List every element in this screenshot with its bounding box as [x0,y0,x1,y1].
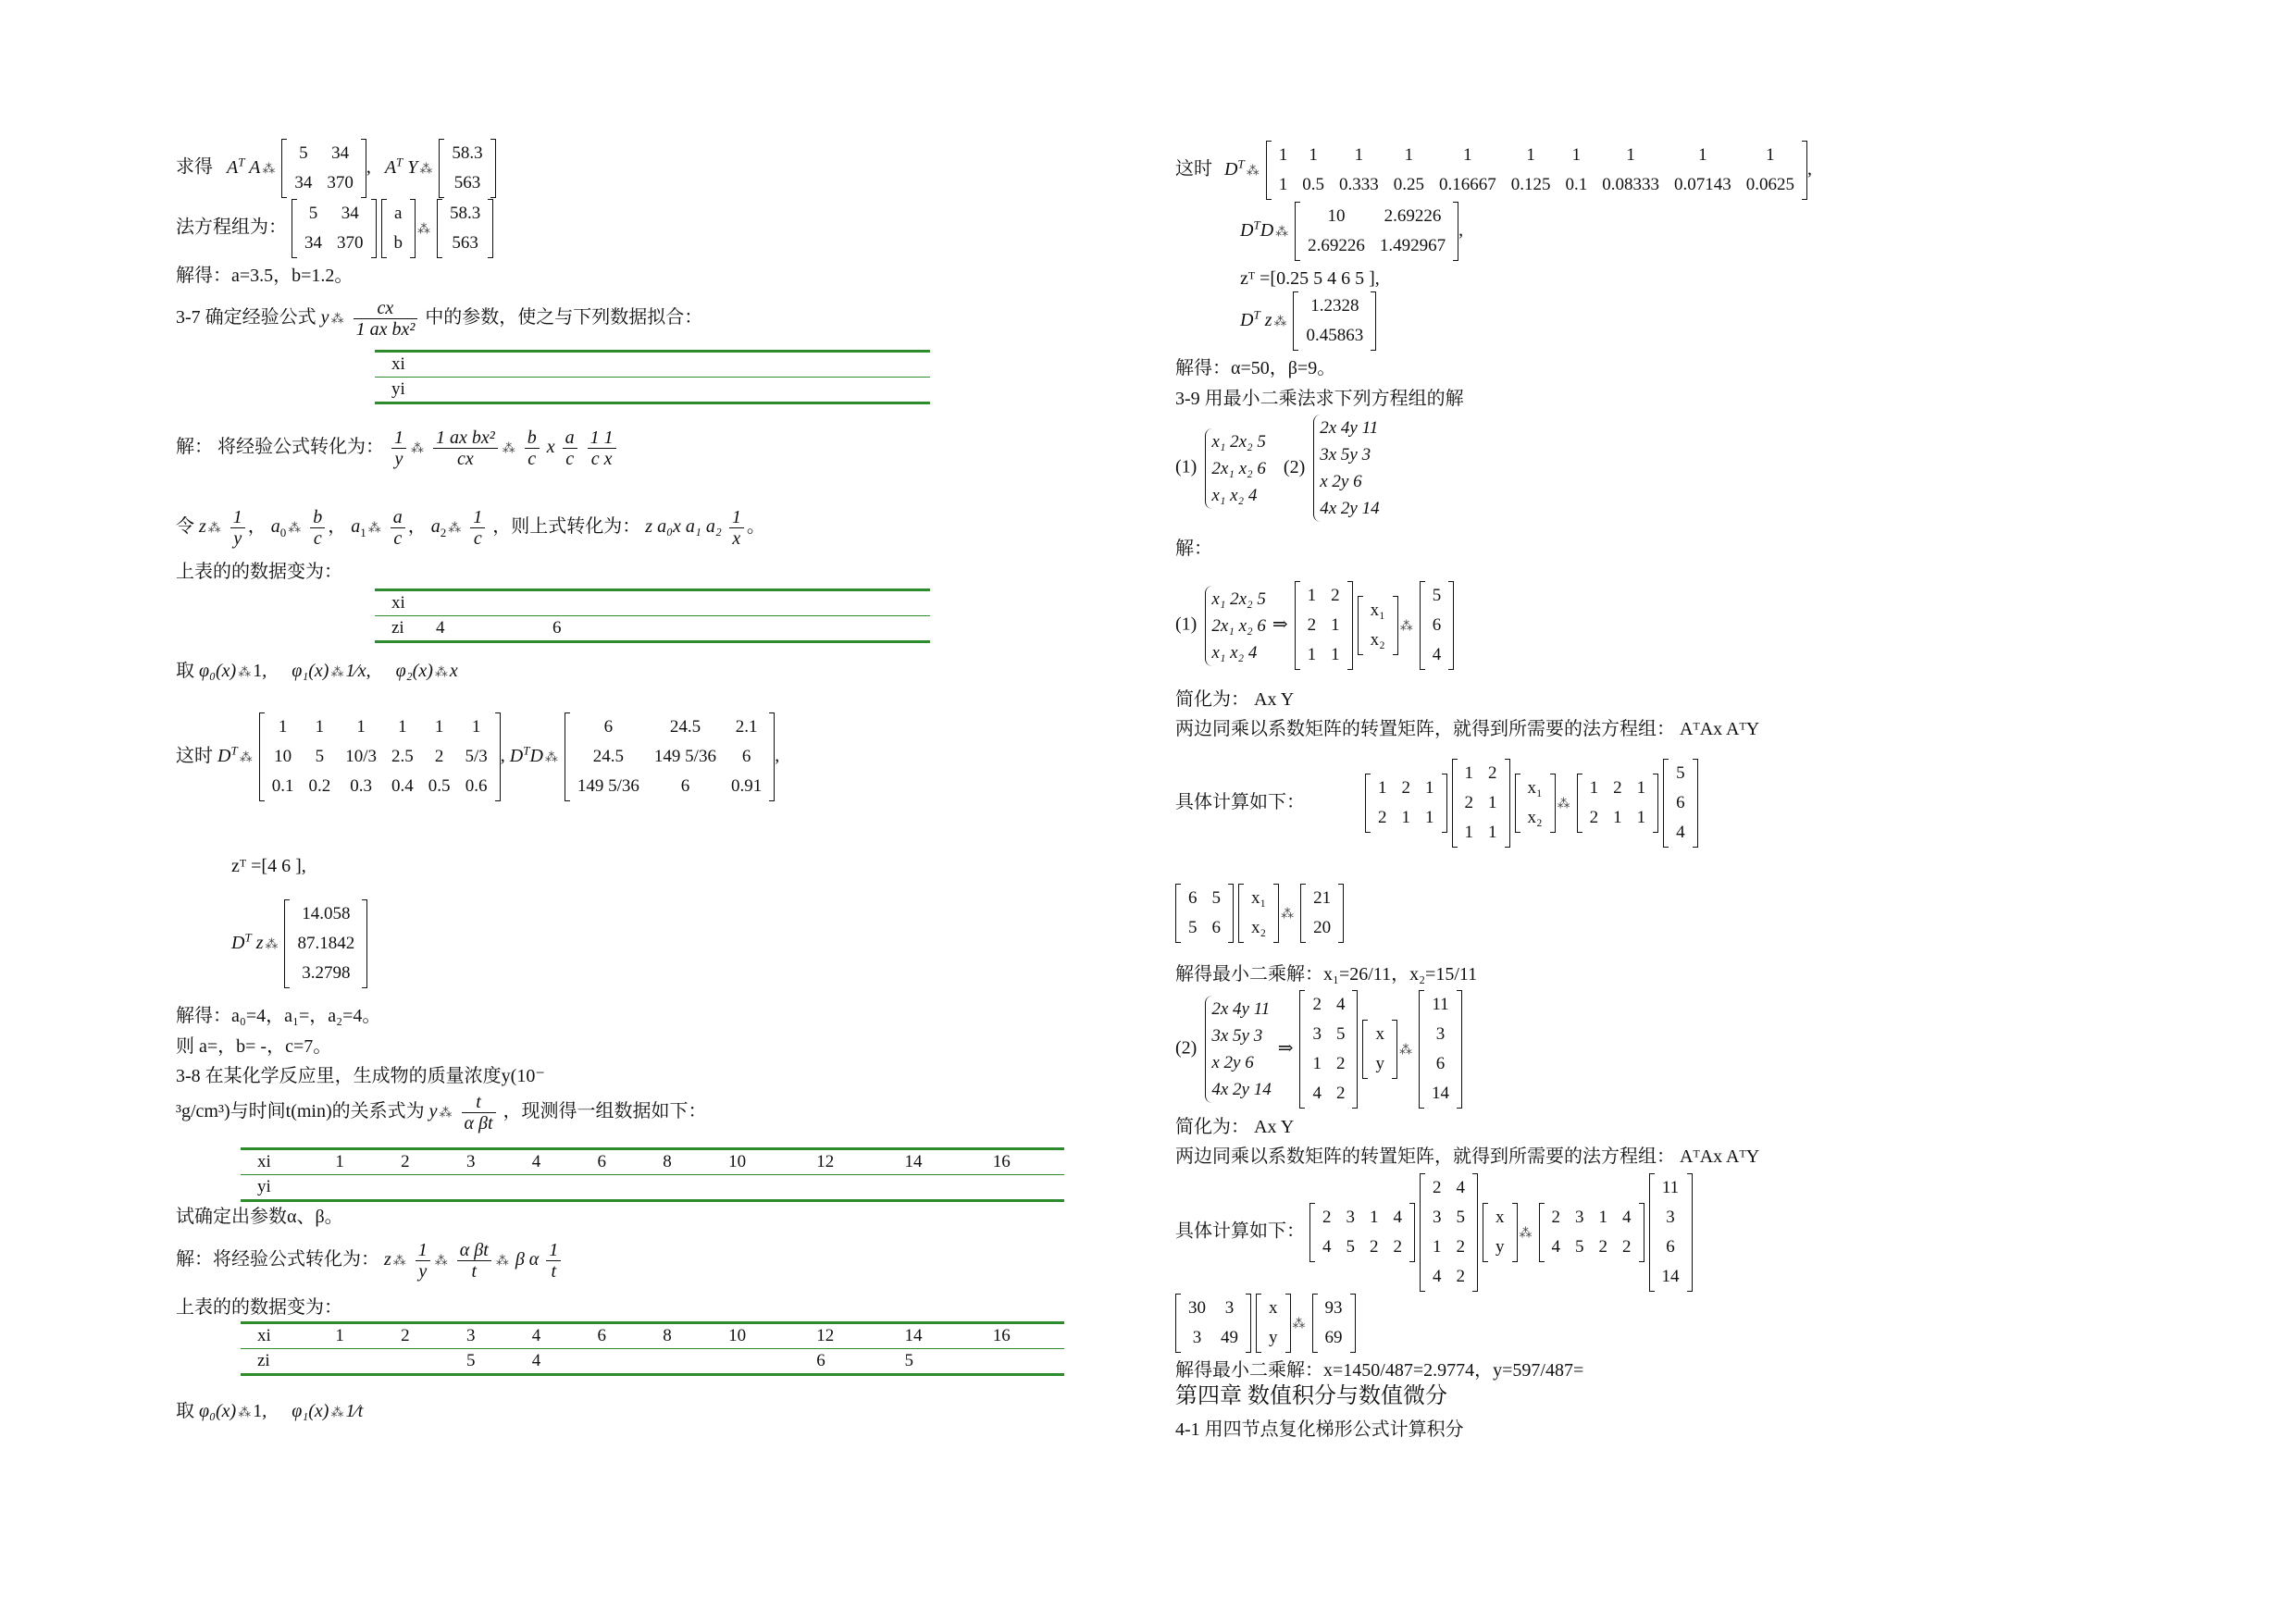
table-row: yi [241,1175,1064,1201]
matrix-form-1: (1) x₁ 2x₂ 5 2x₁ x₂ 6 x₁ x₂ 4 ⇒ 1 2 2 1 1 1 x₁ x₂ ⁂ 5 6 4 [1175,581,1454,670]
matrix [1577,774,1659,833]
matrix-cell: 24.5 [592,747,625,766]
matrix-cell: 58.3 [450,204,481,223]
matrix-cell: 4 [1551,1237,1560,1257]
matrix-cell: 370 [327,173,354,192]
matrix-cell: x₂ [1370,630,1385,650]
matrix-cell: 6 [1188,888,1198,908]
matrix-cell: 4 [1335,995,1346,1014]
matrix [292,199,377,258]
matrix-cell: 0.91 [730,776,763,796]
matrix-cell: x₂ [1527,808,1543,827]
matrix [1175,884,1234,943]
matrix-cell: 1 [315,717,325,737]
matrix-cell: 1 [1307,645,1317,664]
matrix-cell: 563 [453,173,481,192]
text-line: 则 a=，b= -，c=7。 [176,1036,332,1057]
data-table-3-8-transformed [241,1321,1064,1376]
matrix-cell: x₁ [1527,778,1543,798]
table-cell: xi [375,352,930,378]
problem-3-8: 3-8 在某化学反应里，生成物的质量浓度y(10⁻ [176,1066,545,1086]
matrix-cell: 6 [680,776,690,796]
matrix-cell: 0.5 [1302,175,1324,194]
text-line: 解得：α=50，β=9。 [1175,358,1336,378]
matrix-cell: 87.1842 [297,934,355,953]
matrix-line: 这时 $D^T⁂$ 1 1 1 1 1 1 1 1 1 1 1 0.5 0.333 0.25 0.16667 0.125 0.1 0.08333 0.07143 0.0625 , [1175,141,1812,200]
matrix-cell: 1 [1613,808,1622,827]
matrix-cell: x [1269,1298,1278,1318]
matrix-cell: 14.058 [302,904,351,923]
basis-line: 取 φ₀(x) ⁂ 1, φ₁(x) ⁂ 1⁄x, φ₂(x) ⁂ x [176,661,458,681]
matrix-cell: 1 [1278,175,1288,194]
matrix-cell: 563 [452,233,478,253]
matrix-cell: 1 [471,717,481,737]
matrix [1256,1294,1291,1353]
matrix-cell: 2.69226 [1384,206,1442,226]
text-line: 解得最小二乘解：x=1450/487=2.9774，y=597/487= [1175,1360,1584,1381]
data-table-3-8 [241,1147,1064,1202]
matrix-cell: 1 [1404,145,1414,165]
matrix-cell: 58.3 [452,143,483,163]
matrix-cell: 1 [1331,615,1340,635]
text-line: 简化为： Ax Y [1175,1117,1295,1137]
table-cell: xi [375,590,419,616]
text-line: zᵀ =[0.25 5 4 6 5 ], [1240,268,1380,289]
matrix-cell: 5 [1188,918,1198,937]
text-line: 解得：a₀=4，a₁=，a₂=4。 [176,1006,381,1026]
matrix-cell: 1 [1598,1208,1607,1227]
equation-system: 2x 4y 11 3x 5y 3 x 2y 6 4x 2y 14 [1313,415,1379,522]
data-table-3-7 [375,350,930,404]
matrix-cell: 1 [1433,1237,1442,1257]
matrix-cell: 0.5 [428,776,451,796]
matrix-cell: 3 [1575,1208,1584,1227]
matrix-cell: 6 [1432,615,1442,635]
matrix-cell: 2 [1456,1267,1465,1286]
matrix-cell: 1 [1526,145,1535,165]
matrix-cell: 5 [1432,586,1442,605]
problem-3-9: 3-9 用最小二乘法求下列方程组的解 [1175,389,1464,409]
matrix-cell: 2 [1551,1208,1560,1227]
matrix [439,139,495,198]
matrix-cell: x [1496,1208,1505,1227]
matrix [1483,1203,1518,1262]
matrix-cell: 0.08333 [1602,175,1659,194]
matrix [1649,1173,1693,1292]
matrix-cell: 2 [1370,1237,1379,1257]
matrix-cell: 1 [1464,763,1473,783]
matrix-cell: 2 [1335,1084,1346,1103]
matrix-cell: 14 [1661,1267,1680,1286]
matrix-cell: 1 [1463,145,1472,165]
table-cell: yi [375,378,930,403]
matrix-cell: 2.1 [735,717,758,737]
matrix [1295,581,1353,670]
matrix-cell: 6 [1676,793,1685,812]
transform-line: 解：将经验公式转化为： z ⁂ $\frac{1}{y}$ ⁂ $\frac{\text{α βt}}{t}$ ⁂ β α $\frac{1}{t}$ [176,1240,564,1282]
matrix-cell: 24.5 [669,717,701,737]
matrix [281,139,366,198]
matrix [1452,759,1510,848]
matrix-cell: 1 [1309,145,1318,165]
matrix-cell: 3 [1433,1208,1442,1227]
text: 中的参数，使之与下列数据拟合： [425,307,703,328]
normal-equation-line: 30 3 3 49 x y ⁂ 93 69 [1175,1294,1356,1353]
matrix-cell: 2 [1401,778,1410,798]
equation-systems: (1) x₁ 2x₂ 5 2x₁ x₂ 6 x₁ x₂ 4 (2) 2x 4y 11 3x 5y 3 x 2y 6 4x 2y 14 [1175,415,1380,522]
matrix-cell: 1 [1571,145,1582,165]
normal-equation-line: 法方程组为： 5 34 34 370 a b ⁂ 58.3 563 [176,199,493,258]
matrix [1309,1203,1415,1262]
matrix-cell: 2 [1456,1237,1465,1257]
matrix-cell: 2.69226 [1308,236,1365,255]
text: 解： 将经验公式转化为： [176,437,384,458]
matrix [259,712,501,801]
matrix-cell: 11 [1661,1178,1680,1197]
matrix-cell: 4 [1456,1178,1465,1197]
matrix-cell: 0.07143 [1673,175,1731,194]
matrix-cell: 14 [1431,1084,1449,1103]
matrix-cell: 1.492967 [1379,236,1446,255]
matrix-cell: 21 [1313,888,1332,908]
matrix-cell: 20 [1313,918,1332,937]
matrix-cell: 2 [1322,1208,1332,1227]
matrix-cell: a [394,204,403,223]
matrix [1293,291,1376,351]
matrix-cell: 34 [304,233,322,253]
matrix-cell: 1 [1354,145,1364,165]
matrix-cell: 2 [1613,778,1622,798]
matrix-cell: 0.333 [1338,175,1379,194]
matrix-cell: 1 [1464,823,1473,842]
matrix-cell: 4 [1312,1084,1322,1103]
matrix-cell: 1 [1698,145,1707,165]
matrix-cell: 10 [274,747,292,766]
matrix-cell: 4 [1433,1267,1442,1286]
result-line: 求得 $A^T$ A ⁂ 5 34 34 370 , $A^T$ Y ⁂ 58.3 563 [176,139,496,198]
matrix-cell: 0.3 [350,776,372,796]
matrix-cell: 2.5 [391,747,414,766]
matrix-cell: 149 5/36 [577,776,639,796]
problem-3-7: 3-7 确定经验公式 y ⁂ $\frac{cx}{\text{1 ax bx²}}$ 中的参数，使之与下列数据拟合： [176,298,703,340]
matrix-cell: x₁ [1370,601,1385,620]
matrix-cell: 1 [1488,793,1497,812]
normal-equation-line: 6 5 5 6 x₁ x₂ ⁂ 21 20 [1175,884,1344,943]
matrix-cell: 69 [1324,1328,1343,1347]
matrix-cell: 2 [1393,1237,1402,1257]
matrix-cell: 6 [741,747,751,766]
matrix-cell: 5 [315,747,325,766]
matrix-cell: 0.125 [1510,175,1551,194]
matrix [284,899,367,988]
matrix-cell: 1 [1401,808,1410,827]
text-line: 试确定出参数α、β。 [176,1207,343,1227]
text: 3-7 确定经验公式 [176,307,316,328]
text: 求得 [176,156,213,178]
matrix-cell: 6 [1211,918,1221,937]
matrix [1358,596,1398,655]
matrix-cell: 2 [1464,793,1473,812]
solution-line: 解得：a=3.5，b=1.2。 [176,266,354,286]
matrix [1419,990,1462,1109]
matrix-cell: 5 [1335,1024,1346,1044]
matrix-cell: 1 [1312,1054,1322,1073]
matrix [1295,202,1458,261]
matrix [1539,1203,1644,1262]
matrix-cell: 6 [603,717,614,737]
matrix-cell: 5 [299,143,308,163]
matrix [1238,884,1279,943]
matrix-cell: 2 [1335,1054,1346,1073]
table-row: xi 1 2 3 4 6 8 10 12 14 16 [241,1149,1064,1175]
matrix-cell: 30 [1188,1298,1206,1318]
matrix-line: $D^TD$ ⁂ 10 2.69226 2.69226 1.492967 , [1240,202,1463,261]
text-line: 两边同乘以系数矩阵的转置矩阵，就得到所需要的法方程组： AᵀAx AᵀY [1175,719,1760,739]
text-line: 解得最小二乘解：x₁=26/11，x₂=15/11 [1175,964,1478,985]
equation-system: x₁ 2x₂ 5 2x₁ x₂ 6 x₁ x₂ 4 [1205,428,1266,509]
matrix-cell: 2 [434,747,444,766]
matrix-cell: 149 5/36 [653,747,716,766]
matrix-cell: 1 [356,717,366,737]
matrix [1420,581,1455,670]
table-row: zi 5 4 6 5 [241,1349,1064,1375]
matrix-cell: 2 [1433,1178,1442,1197]
matrix-cell: 5 [1211,888,1221,908]
matrix-cell: 1 [1626,145,1635,165]
matrix-cell: 3 [1192,1328,1202,1347]
matrix-cell: 2 [1488,763,1497,783]
matrix-cell: 1 [1589,778,1599,798]
matrix [1365,774,1447,833]
matrix-cell: 34 [294,173,313,192]
matrix-cell: 5/3 [465,747,488,766]
matrix-cell: x₁ [1251,888,1267,908]
matrix [1663,759,1698,848]
matrix-cell: 370 [337,233,364,253]
matrix-cell: 2 [1331,586,1340,605]
matrix-cell: 1 [1636,778,1646,798]
data-table-transformed [375,588,930,643]
left-column [176,0,1101,1623]
problem-3-8-formula: ³g/cm³)与时间t(min)的关系式为 y ⁂ $\frac{t}{\text{α βt}}$ ，现测得一组数据如下： [176,1092,707,1134]
table-cell [501,616,536,642]
matrix-cell: 0.25 [1393,175,1424,194]
matrix-cell: 34 [331,143,350,163]
matrix-cell: 1 [1425,778,1434,798]
matrix-cell: 4 [1676,823,1685,842]
calculation-line: 具体计算如下： 1 2 1 2 1 1 1 2 2 1 1 1 x₁ x₂ ⁂ 1 2 1 2 1 1 5 6 4 [1175,759,1698,848]
matrix-cell: 1 [1378,778,1387,798]
matrix [1312,1294,1356,1353]
matrix-cell: 4 [1322,1237,1332,1257]
matrix-cell: 5 [1575,1237,1584,1257]
matrix-cell: y [1375,1054,1384,1073]
matrix-cell: 1 [434,717,444,737]
matrix [1175,1294,1251,1353]
text: 法方程组为： [176,217,287,238]
matrix [437,199,493,258]
matrix-cell: 1 [1370,1208,1379,1227]
matrix-cell: 1 [1425,808,1434,827]
matrix-cell: 2 [1307,615,1317,635]
table-cell: 4 [419,616,501,642]
table-cell: zi [375,616,419,642]
text-line: 解： [1175,539,1212,559]
matrix-cell: 4 [1393,1208,1402,1227]
matrix-cell: 5 [1676,763,1685,783]
matrix-cell: y [1496,1237,1505,1257]
matrix-cell: 5 [1456,1208,1465,1227]
matrix [565,712,775,801]
matrix-cell: b [393,233,403,253]
fraction: $\frac{cx}{\text{1 ax bx²}}$ [354,298,418,340]
basis-line: 取 φ₀(x) ⁂ 1, φ₁(x) ⁂ 1⁄t [176,1401,364,1421]
matrix-cell: 1.2328 [1310,296,1359,316]
matrix-cell: 1 [1331,645,1340,664]
matrix-cell: 4 [1622,1208,1632,1227]
right-column [1175,0,2193,1623]
matrix-cell: 3 [1224,1298,1235,1318]
matrix-cell: 2 [1622,1237,1632,1257]
matrix-cell: 5 [308,204,318,223]
matrix-form-2: (2) 2x 4y 11 3x 5y 3 x 2y 6 4x 2y 14 ⇒ 2 4 3 5 1 2 4 2 x y ⁂ 11 3 6 14 [1175,990,1462,1109]
matrix [1300,884,1344,943]
table-row: xi 1 2 3 4 6 8 10 12 14 16 [241,1323,1064,1349]
matrix-cell: 0.0625 [1745,175,1794,194]
matrix [1362,1020,1397,1079]
matrix-cell: 2 [1598,1237,1607,1257]
matrix [1515,774,1556,833]
matrix-cell: 34 [341,204,359,223]
matrix-cell: 3 [1312,1024,1322,1044]
matrix-cell: 1 [1636,808,1646,827]
matrix-cell: 10/3 [345,747,377,766]
matrix [1420,1173,1478,1292]
text-line: zᵀ =[4 6 ], [231,856,306,876]
matrix-line: 这时 $D^T⁂$ 1 1 1 1 1 1 10 5 10/3 2.5 2 5/3 0.1 0.2 0.3 0.4 0.5 0.6 , $D^TD$ ⁂ 6 24.5 2.1 24.5 149 5/36 6 149 5/36 6 0.91 , [176,712,779,861]
matrix-cell: 6 [1666,1237,1675,1257]
calculation-line: 具体计算如下： 2 3 1 4 4 5 2 2 2 4 3 5 1 2 4 2 x y ⁂ 2 3 1 4 4 5 2 2 11 3 6 14 [1175,1173,1693,1292]
matrix-cell: 0.2 [308,776,331,796]
matrix-cell: 93 [1324,1298,1343,1318]
matrix-cell: 3 [1666,1208,1675,1227]
matrix-cell: y [1269,1328,1278,1347]
matrix-cell: 10 [1327,206,1346,226]
matrix-cell: 0.45863 [1306,326,1364,345]
matrix-cell: 2 [1312,995,1322,1014]
chapter-heading: 第四章 数值积分与数值微分 [1175,1384,1447,1408]
matrix-line: $D^T$ z ⁂ 1.2328 0.45863 [1240,291,1376,351]
matrix-cell: 3.2798 [302,963,351,983]
matrix-cell: x₂ [1251,918,1267,937]
matrix [1299,990,1358,1109]
matrix [1266,141,1807,200]
matrix-cell: 1 [278,717,288,737]
matrix-cell: 2 [1589,808,1599,827]
substitution-line: 令 z ⁂ $\frac{1}{y}$ ， $a_0$ ⁂ $\frac{b}{c}$ ， $a_1$ ⁂ $\frac{a}{c}$ ， $a_2$ ⁂ $\frac{1}{c}$ ，则上式转化为： z a₀x a₁ a₂ $\frac{1}{x}$ 。 [176,507,765,549]
matrix-line: $D^T$ z ⁂ 14.058 87.1842 3.2798 [231,899,367,988]
matrix-cell: 0.6 [465,776,488,796]
transform-line: 解： 将经验公式转化为： $\frac{1}{y}$ ⁂ $\frac{\text{1 ax bx²}}{cx}$ ⁂ $\frac{b}{c}$ x $\frac{a}{c}$ $\frac{1 1}{\text{c x}}$ [176,427,619,469]
matrix-cell: 1 [1278,145,1288,165]
text-line: 上表的的数据变为： [176,562,342,582]
matrix-cell: 49 [1221,1328,1238,1347]
matrix-cell: 6 [1435,1054,1446,1073]
matrix-cell: 0.1 [1565,175,1588,194]
text-line: 简化为： Ax Y [1175,689,1295,710]
matrix-cell: 11 [1432,995,1449,1014]
matrix-cell: 0.4 [391,776,414,796]
problem-4-1: 4-1 用四节点复化梯形公式计算积分 [1175,1419,1464,1440]
matrix-cell: 3 [1435,1024,1446,1044]
matrix-cell: 3 [1346,1208,1355,1227]
matrix-cell: 1 [1766,145,1775,165]
matrix-cell: 0.1 [271,776,294,796]
matrix-cell: 1 [1488,823,1497,842]
matrix-cell: 0.16667 [1438,175,1496,194]
matrix-cell: x [1375,1024,1384,1044]
matrix [381,199,416,258]
matrix-cell: 4 [1432,645,1442,664]
text-line: 两边同乘以系数矩阵的转置矩阵，就得到所需要的法方程组： AᵀAx AᵀY [1175,1146,1760,1167]
matrix-cell: 2 [1378,808,1387,827]
matrix-cell: 1 [398,717,407,737]
text: 令 [176,516,194,538]
table-cell: 6 [536,616,930,642]
text-line: 上表的的数据变为： [176,1297,342,1318]
matrix-cell: 1 [1307,586,1317,605]
matrix-cell: 5 [1346,1237,1355,1257]
